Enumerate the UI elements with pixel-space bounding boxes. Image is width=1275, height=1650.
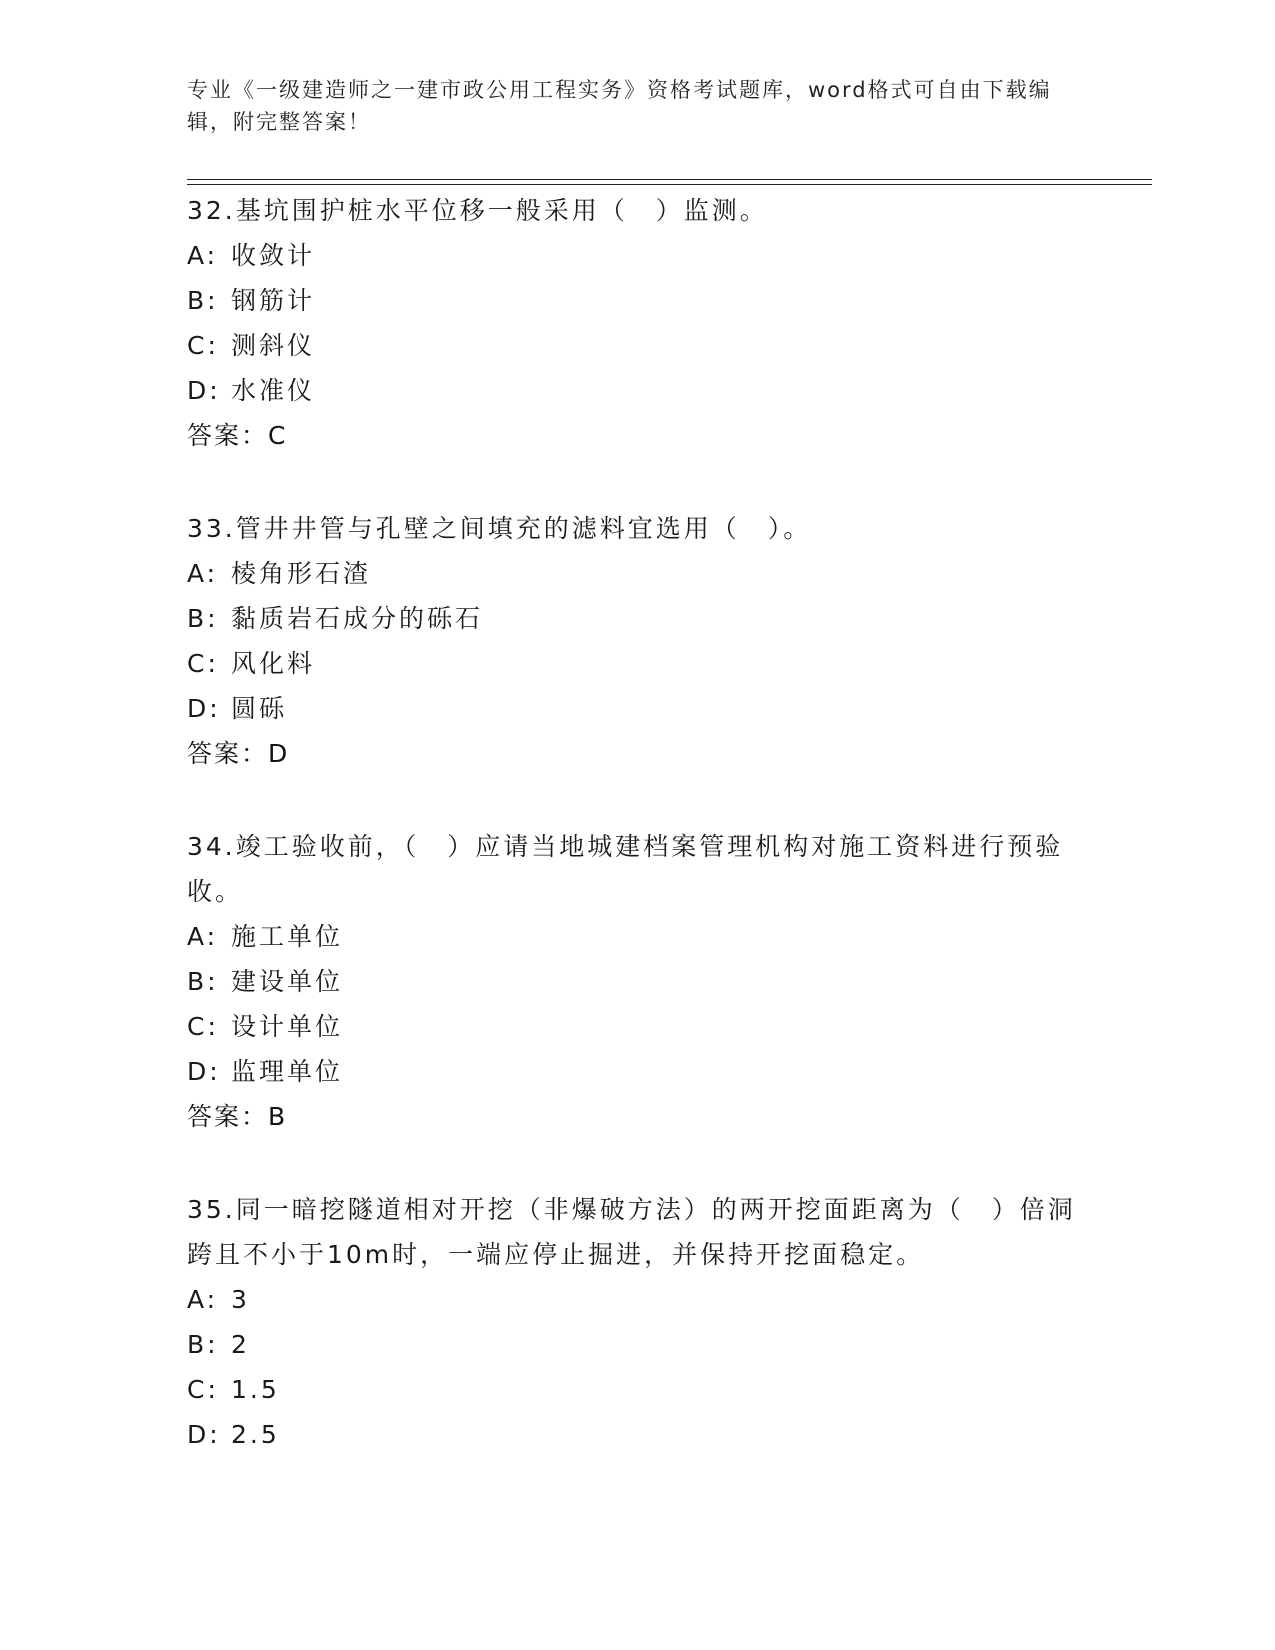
option-b [187, 278, 1087, 323]
option-text: 棱角形石渣 [231, 559, 372, 588]
question-stem: 32.基坑围护桩水平位移一般采用（ ）监测。 [187, 196, 768, 225]
option-text: 1.5 [231, 1375, 280, 1404]
question-stem: 33.管井井管与孔壁之间填充的滤料宜选用（ ）。 [187, 514, 812, 543]
option-text: 水准仪 [231, 376, 316, 405]
question-35 [187, 1187, 1087, 1457]
question-stem: 35.同一暗挖隧道相对开挖（非爆破方法）的两开挖面距离为（ ）倍洞跨且不小于10m时，一端应停止掘进，并保持开挖面稳定。 [187, 1195, 1076, 1269]
option-letter: D: [187, 376, 221, 405]
option-text: 建设单位 [231, 967, 344, 996]
option-text: 2.5 [231, 1420, 280, 1449]
option-b [187, 1322, 1087, 1367]
option-c [187, 641, 1087, 686]
option-d [187, 1049, 1087, 1094]
option-text: 钢筋计 [231, 286, 316, 315]
option-text: 施工单位 [231, 922, 344, 951]
option-letter: A: [187, 922, 219, 951]
question-stem: 34.竣工验收前，（ ）应请当地城建档案管理机构对施工资料进行预验收。 [187, 832, 1064, 906]
header-rule-top [187, 179, 1152, 180]
option-letter: D: [187, 1420, 221, 1449]
header-rule-bottom [187, 184, 1152, 185]
option-letter: C: [187, 649, 219, 678]
option-text: 风化料 [231, 649, 316, 678]
answer: 答案：C [187, 421, 288, 450]
option-text: 监理单位 [231, 1057, 344, 1086]
option-b [187, 959, 1087, 1004]
answer: 答案：D [187, 739, 290, 768]
option-d [187, 686, 1087, 731]
option-letter: D: [187, 694, 221, 723]
option-letter: C: [187, 1012, 219, 1041]
option-letter: A: [187, 1285, 219, 1314]
option-text: 2 [231, 1330, 250, 1359]
option-letter: B: [187, 1330, 219, 1359]
question-32 [187, 188, 1087, 459]
option-letter: C: [187, 1375, 219, 1404]
option-text: 测斜仪 [231, 331, 316, 360]
option-d [187, 368, 1087, 413]
option-letter: D: [187, 1057, 221, 1086]
option-letter: B: [187, 604, 219, 633]
answer: 答案：B [187, 1102, 288, 1131]
option-c [187, 323, 1087, 368]
document-header: 专业《一级建造师之一建市政公用工程实务》资格考试题库，word格式可自由下载编辑，附完整答案！ [187, 78, 1052, 134]
option-c [187, 1004, 1087, 1049]
option-a [187, 551, 1087, 596]
option-letter: A: [187, 241, 219, 270]
option-letter: C: [187, 331, 219, 360]
option-a [187, 1277, 1087, 1322]
option-text: 黏质岩石成分的砾石 [231, 604, 484, 633]
option-c [187, 1367, 1087, 1412]
option-text: 3 [231, 1285, 250, 1314]
option-text: 收敛计 [231, 241, 316, 270]
question-33 [187, 506, 1087, 777]
option-b [187, 596, 1087, 641]
option-a [187, 914, 1087, 959]
option-letter: B: [187, 967, 219, 996]
option-text: 设计单位 [231, 1012, 344, 1041]
option-letter: B: [187, 286, 219, 315]
option-letter: A: [187, 559, 219, 588]
option-a [187, 233, 1087, 278]
option-text: 圆砾 [231, 694, 288, 723]
question-34 [187, 824, 1087, 1140]
option-d [187, 1412, 1087, 1457]
